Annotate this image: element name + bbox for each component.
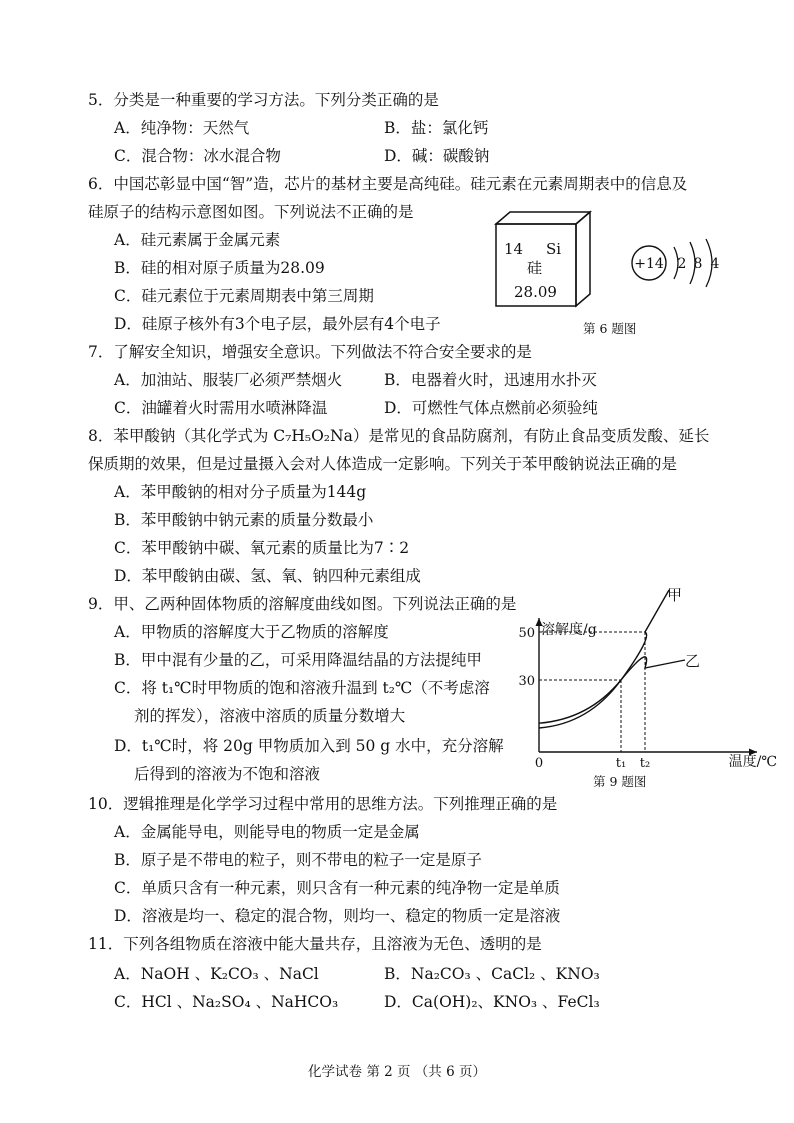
q6-option-b: B．硅的相对原子质量为28.09 <box>114 259 325 277</box>
q10-option-b: B．原子是不带电的粒子，则不带电的粒子一定是原子 <box>114 851 482 869</box>
q8-option-c: C．苯甲酸钠中碳、氧元素的质量比为7∶2 <box>114 539 410 557</box>
solubility-curve-chart <box>518 586 785 772</box>
q8-option-b: B．苯甲酸钠中钠元素的质量分数最小 <box>114 511 374 529</box>
x-tick-2: t₂ <box>639 756 651 771</box>
q9-option-c-line1: C．将 t₁℃时甲物质的饱和溶液升温到 t₂℃（不考虑溶 <box>114 679 490 697</box>
q9-option-d-line2: 后得到的溶液为不饱和溶液 <box>134 765 321 783</box>
x-axis-label: 温度/℃ <box>728 754 777 770</box>
q5-option-d: D．碱：碳酸钠 <box>384 147 490 165</box>
q9-option-b: B．甲中混有少量的乙，可采用降温结晶的方法提纯甲 <box>114 651 482 669</box>
q11-stem: 11．下列各组物质在溶液中能大量共存，且溶液为无色、透明的是 <box>88 935 542 953</box>
q6-stem-line2: 硅原子的结构示意图如图。下列说法不正确的是 <box>88 203 414 221</box>
chart-labels <box>518 586 777 771</box>
q5-option-c: C．混合物：冰水混合物 <box>114 147 281 165</box>
atomic-number: 14 <box>504 240 524 258</box>
q7-option-c: C．油罐着火时需用水喷淋降温 <box>114 399 328 417</box>
q10-option-c: C．单质只含有一种元素，则只含有一种元素的纯净物一定是单质 <box>114 879 560 897</box>
figure-9-caption: 第 9 题图 <box>593 774 647 789</box>
origin-label: 0 <box>534 756 544 771</box>
q11-option-d: D．Ca(OH)₂、KNO₃ 、FeCl₃ <box>384 993 600 1011</box>
nucleus-charge: +14 <box>634 256 664 272</box>
q7-stem: 7．了解安全知识，增强安全意识。下列做法不符合安全要求的是 <box>88 343 532 361</box>
q10-option-d: D．溶液是均一、稳定的混合物，则均一、稳定的物质一定是溶液 <box>114 907 561 925</box>
series-jia-label: 甲 <box>667 586 683 604</box>
atom-structure-diagram <box>628 238 728 288</box>
q8-option-d: D．苯甲酸钠由碳、氢、氧、钠四种元素组成 <box>114 567 421 585</box>
shell-3-count: 4 <box>710 256 720 272</box>
element-cell-figure <box>490 208 600 313</box>
q8-stem-line1: 8．苯甲酸钠（其化学式为 C₇H₅O₂Na）是常见的食品防腐剂，有防止食品变质发酸、延长 <box>88 427 710 445</box>
q8-stem-line2: 保质期的效果，但是过量摄入会对人体造成一定影响。下列关于苯甲酸钠说法正确的是 <box>88 455 678 473</box>
y-tick-30: 30 <box>518 674 535 689</box>
series-yi-curve <box>539 657 685 723</box>
atomic-mass: 28.09 <box>514 283 557 301</box>
q11-option-b: B．Na₂CO₃ 、CaCl₂ 、KNO₃ <box>384 965 600 983</box>
q9-option-d-line1: D．t₁℃时，将 20g 甲物质加入到 50 g 水中，充分溶解 <box>114 737 504 755</box>
q10-stem: 10．逻辑推理是化学学习过程中常用的思维方法。下列推理正确的是 <box>88 795 558 813</box>
series-jia-curve <box>539 590 669 728</box>
shell-2-count: 8 <box>693 256 703 272</box>
element-name: 硅 <box>527 259 543 277</box>
q10-option-a: A．金属能导电，则能导电的物质一定是金属 <box>114 823 420 841</box>
q6-option-a: A．硅元素属于金属元素 <box>114 231 281 249</box>
q6-stem-line1: 6．中国芯彰显中国“智”造，芯片的基材主要是高纯硅。硅元素在元素周期表中的信息及 <box>88 175 688 193</box>
q5-stem: 5．分类是一种重要的学习方法。下列分类正确的是 <box>88 91 439 109</box>
q5-option-a: A．纯净物：天然气 <box>114 119 250 137</box>
q6-option-c: C．硅元素位于元素周期表中第三周期 <box>114 287 374 305</box>
figure-6-caption: 第 6 题图 <box>583 321 637 336</box>
series-yi-label: 乙 <box>685 652 701 670</box>
y-axis-label: 溶解度/g <box>541 622 597 638</box>
q11-option-a: A．NaOH 、K₂CO₃ 、NaCl <box>114 965 319 983</box>
q6-option-d: D．硅原子核外有3个电子层，最外层有4个电子 <box>114 315 441 333</box>
q9-option-c-line2: 剂的挥发），溶液中溶质的质量分数增大 <box>134 707 406 725</box>
q5-option-b: B．盐：氯化钙 <box>384 119 489 137</box>
chart-series <box>539 590 685 728</box>
q8-option-a: A．苯甲酸钠的相对分子质量为144g <box>114 483 367 501</box>
shell-1-count: 2 <box>677 256 687 272</box>
chart-guides <box>539 632 645 752</box>
element-symbol: Si <box>546 240 562 258</box>
y-tick-50: 50 <box>518 626 535 641</box>
q7-option-d: D．可燃性气体点燃前必须验纯 <box>384 399 598 417</box>
q7-option-b: B．电器着火时，迅速用水扑灭 <box>384 371 597 389</box>
x-tick-1: t₁ <box>615 756 627 771</box>
page-footer: 化学试卷 第 2 页 （共 6 页） <box>308 1064 486 1080</box>
q7-option-a: A．加油站、服装厂必须严禁烟火 <box>114 371 343 389</box>
q11-option-c: C．HCl 、Na₂SO₄ 、NaHCO₃ <box>114 993 339 1011</box>
q9-stem: 9．甲、乙两种固体物质的溶解度曲线如图。下列说法正确的是 <box>88 595 517 613</box>
q9-option-a: A．甲物质的溶解度大于乙物质的溶解度 <box>114 623 389 641</box>
